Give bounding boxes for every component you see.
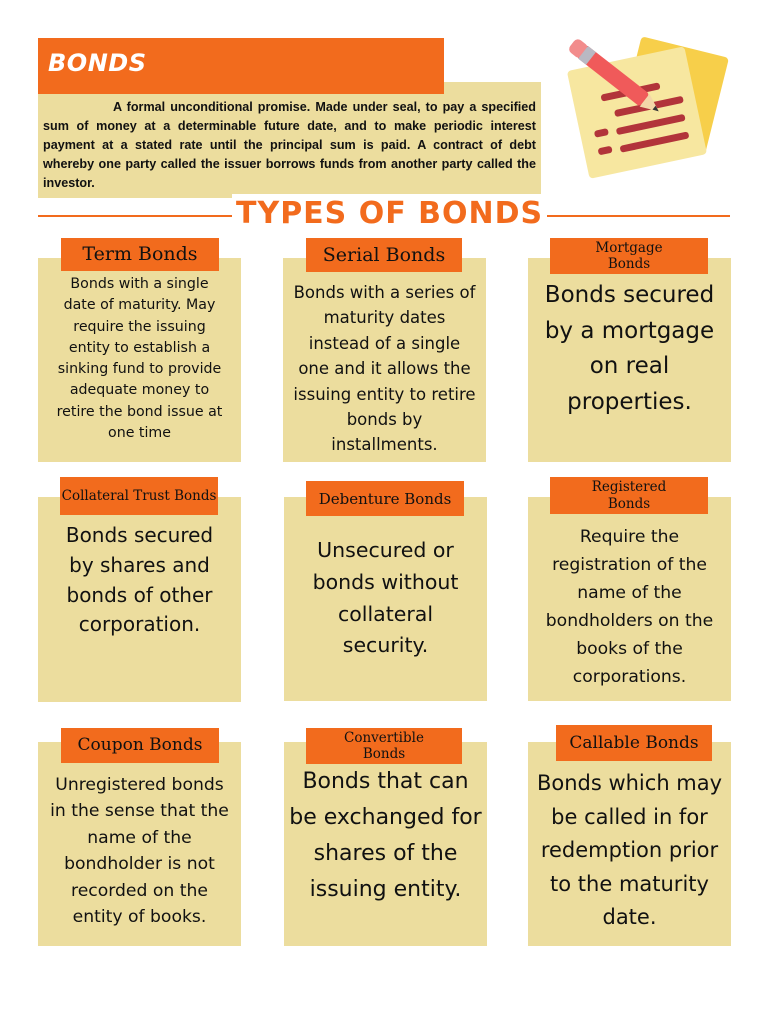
card-label: Convertible Bonds [306,728,462,764]
page-title: BONDS [48,49,147,77]
card-label: Debenture Bonds [306,481,464,516]
card-desc: Bonds that can be exchanged for shares of the issuing entity. [289,769,482,902]
card-label: Registered Bonds [550,477,708,514]
card-serial-bonds [283,258,486,462]
card-desc: Require the registration of the name of the bondholders on the books of the corporations. [545,527,714,687]
card-desc: Bonds secured by shares and bonds of other corporation. [65,523,214,637]
card-callable-bonds [528,742,731,946]
card-label: Coupon Bonds [61,728,219,763]
card-debenture-bonds [284,497,487,701]
card-label: Callable Bonds [556,725,712,761]
title-banner [38,38,444,94]
card-label: Mortgage Bonds [550,238,708,274]
card-collateral-trust-bonds [38,497,241,702]
definition-box [38,82,541,198]
card-coupon-bonds [38,742,241,946]
notepad-pencil-icon [555,18,735,188]
section-title: TYPES OF BONDS [232,194,547,234]
card-desc: Bonds with a series of maturity dates instead of a single one and it allows the issuing entity to retire bonds by installments. [293,283,476,455]
card-convertible-bonds [284,742,487,946]
card-label: Term Bonds [61,238,219,271]
card-mortgage-bonds [528,258,731,462]
card-desc: Unsecured or bonds without collateral security. [312,538,459,658]
card-desc: Unregistered bonds in the sense that the name of the bondholder is not recorded on the entity of books. [50,775,229,928]
card-label: Serial Bonds [306,238,462,272]
bonds-definition: A formal unconditional promise. Made under seal, to pay a specified sum of money at a determinable future date, and to make periodic interest payment at a stated rate until the principal sum is paid. A contract of debt whereby one party called the issuer borrows funds from another party called the investor. [43,100,536,190]
card-desc: Bonds which may be called in for redemption prior to the maturity date. [536,771,723,930]
card-label: Collateral Trust Bonds [60,477,218,515]
card-desc: Bonds secured by a mortgage on real properties. [544,282,715,415]
card-registered-bonds [528,497,731,701]
card-term-bonds [38,258,241,462]
card-desc: Bonds with a single date of maturity. May require the issuing entity to establish a sinking fund to provide adequate money to retire the bond issue at one time [56,276,223,442]
